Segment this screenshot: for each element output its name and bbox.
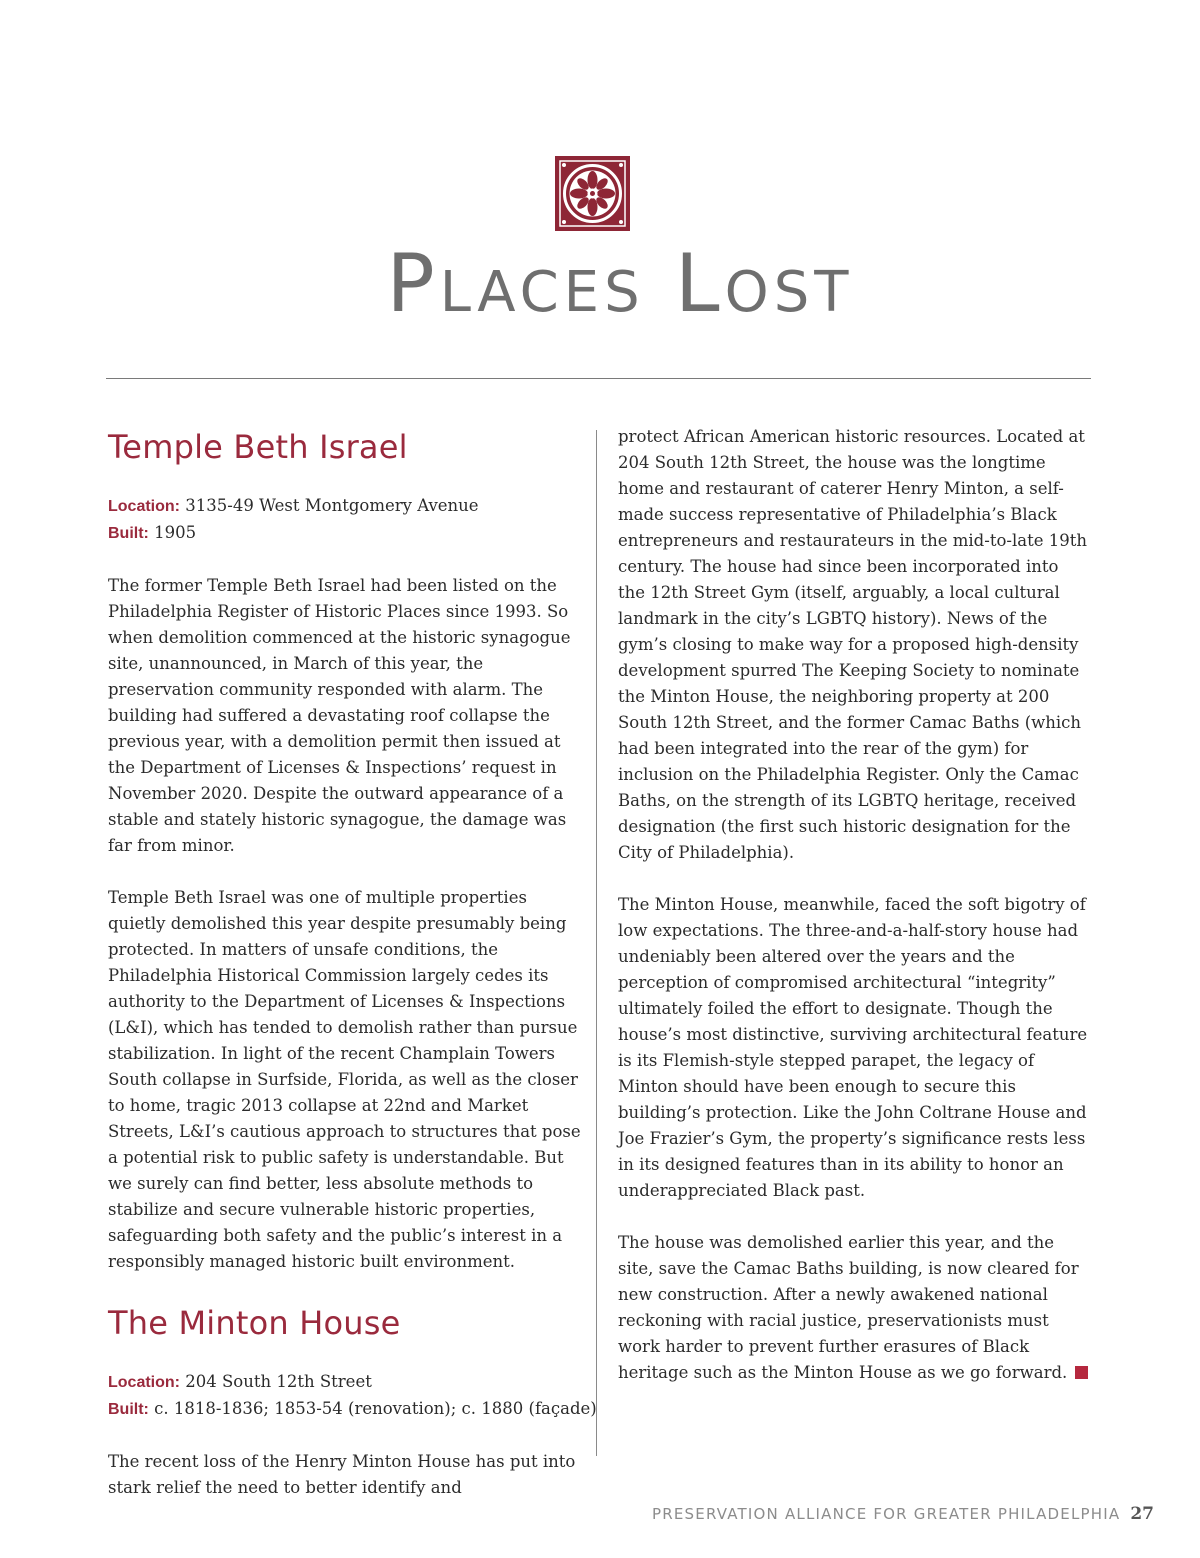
page-footer [652, 1504, 1154, 1524]
built-label: Built: [108, 1401, 149, 1418]
built-value: 1905 [154, 523, 197, 542]
body-paragraph: The recent loss of the Henry Minton House has put into stark relief the need to better identify and [108, 1452, 576, 1497]
column-divider [596, 430, 597, 1456]
body-paragraph: protect African American historic resources. Located at 204 South 12th Street, the house was the longtime home and restaurant of caterer Henry Minton, a self-made success representative of Philadelphia’s Black entrepreneurs and restaurateurs in the mid-to-late 19th century. The house had since been incorporated into the 12th Street Gym (itself, arguably, a local cultural landmark in the city’s LGBTQ history). News of the gym’s closing to make way for a proposed high-density development spurred The Keeping Society to nominate the Minton House, the neighboring property at 200 South 12th Street, and the former Camac Baths (which had been integrated into the rear of the gym) for inclusion on the Philadelphia Register. Only the Camac Baths, on the strength of its LGBTQ heritage, received designation (the first such historic designation for the City of Philadelphia). [618, 427, 1087, 862]
location-value: 204 South 12th Street [185, 1372, 372, 1391]
publisher-name: PRESERVATION ALLIANCE FOR GREATER PHILADELPHIA [652, 1505, 1121, 1523]
location-value: 3135-49 West Montgomery Avenue [185, 496, 479, 515]
body-paragraph-final [618, 1230, 1090, 1386]
body-paragraph: Temple Beth Israel was one of multiple properties quietly demolished this year despite presumably being protected. In matters of unsafe conditions, the Philadelphia Historical Commission largely cedes its authority to the Department of Licenses & Inspections (L&I), which has tended to demolish rather than pursue stabilization. In light of the recent Champlain Towers South collapse in Surfside, Florida, as well as the closer to home, tragic 2013 collapse at 22nd and Market Streets, L&I’s cautious approach to structures that pose a potential risk to public safety is understandable. But we surely can find better, less absolute methods to stabilize and secure vulnerable historic properties, safeguarding both safety and the public’s interest in a responsibly managed historic built environment. [108, 888, 581, 1271]
page-title: Places Lost [386, 237, 854, 330]
title-divider [106, 378, 1091, 379]
section-meta [108, 1369, 597, 1423]
right-column [618, 424, 1090, 1386]
body-text: The house was demolished earlier this year, and the site, save the Camac Baths building, is now cleared for new construction. After a newly awakened national reckoning with racial justice, preservationists must work harder to prevent further erasures of Black heritage such as the Minton House as we go forward. [618, 1233, 1079, 1382]
built-value: c. 1818-1836; 1853-54 (renovation); c. 1880 (façade) [154, 1399, 597, 1418]
location-label: Location: [108, 1374, 180, 1391]
section-title-temple-beth-israel: Temple Beth Israel [108, 428, 408, 466]
location-label: Location: [108, 498, 180, 515]
body-paragraph: The former Temple Beth Israel had been listed on the Philadelphia Register of Historic Places since 1993. So when demolition commenced at the historic synagogue site, unannounced, in March of this year, the preservation community responded with alarm. The building had suffered a devastating roof collapse the previous year, with a demolition permit then issued at the Department of Licenses & Inspections’ request in November 2020. Despite the outward appearance of a stable and stately historic synagogue, the damage was far from minor. [108, 576, 571, 855]
end-mark-icon [1075, 1366, 1088, 1379]
ornamental-tile-logo [555, 156, 630, 231]
section-meta [108, 493, 588, 547]
built-label: Built: [108, 525, 149, 542]
page-number: 27 [1130, 1504, 1154, 1524]
section-title-minton-house: The Minton House [108, 1304, 401, 1342]
left-column [108, 425, 597, 1501]
body-paragraph: The Minton House, meanwhile, faced the soft bigotry of low expectations. The three-and-a-half-story house had undeniably been altered over the years and the perception of compromised architectural “integrity” ultimately foiled the effort to designate. Though the house’s most distinctive, surviving architectural feature is its Flemish-style stepped parapet, the legacy of Minton should have been enough to secure this building’s protection. Like the John Coltrane House and Joe Frazier’s Gym, the property’s significance rests less in its designed features than in its ability to honor an underappreciated Black past. [618, 895, 1088, 1200]
